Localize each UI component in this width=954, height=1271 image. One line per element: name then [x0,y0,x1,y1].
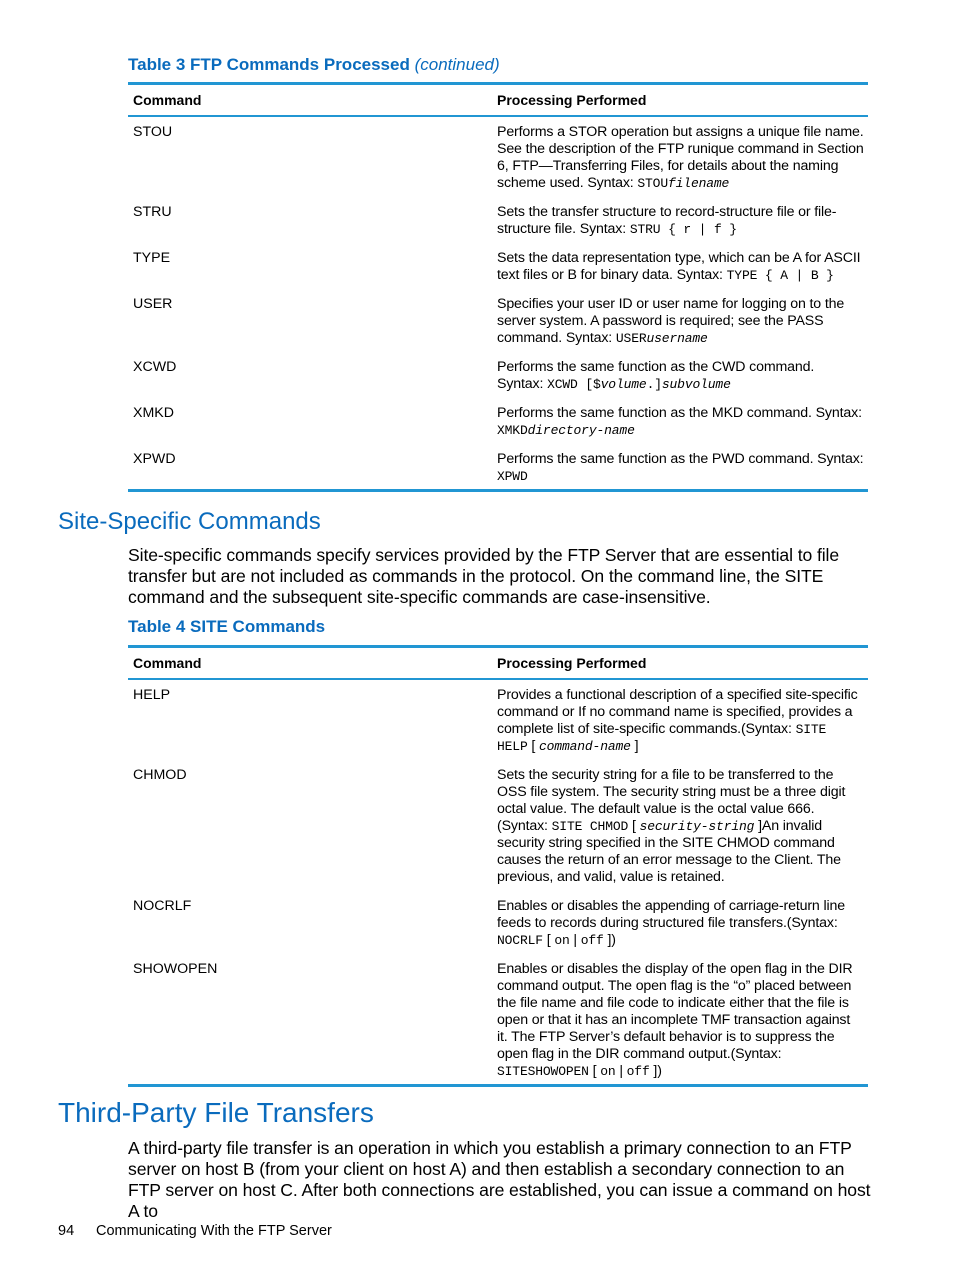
syntax-code: SITE CHMOD [551,819,629,834]
table-row [128,961,868,1084]
table-row [128,898,868,949]
section-title-site-specific: Site-Specific Commands [58,508,321,535]
description-text: Enables or disables the appending of carriage-return line feeds to records during structured file transfers.(Syntax: [497,898,845,931]
row-description [497,451,868,485]
row-description: Enables or disables the appending of carriage-return line feeds to records during structured file transfers.(Syntax: NOCRLF [ on | off ]) [497,898,845,948]
row-command: XPWD [133,451,176,467]
table-row [128,359,868,393]
section-title-third-party: Third-Party File Transfers [58,1097,374,1128]
syntax-code: XPWD [497,469,528,484]
row-command: STRU [133,204,172,220]
header-processing: Processing Performed [497,655,647,671]
syntax-code: SITE HELP [497,722,827,754]
header-command: Command [133,92,202,108]
table-row [128,405,868,439]
table-row [128,451,868,489]
table-row [128,767,868,886]
syntax-code: XMKDdirectory-name [497,423,635,438]
row-command: SHOWOPEN [133,961,218,977]
row-description [497,250,868,284]
section-body-third-party: A third-party file transfer is an operation in which you establish a primary connection to an FTP server on host B (from your client on host A) and then establish a secondary connection to an FTP server on host C. After both connections are established, you can issue a command on host A to [128,1138,871,1221]
table-row [128,204,868,238]
row-command: XCWD [133,359,177,375]
table-row [128,296,868,347]
description-text: Sets the data representation type, which can be A for ASCII text files or B for binary data. Syntax: [497,250,861,283]
row-description [497,296,868,347]
row-description [497,359,868,393]
row-description: Sets the security string for a file to be transferred to the OSS file system. The security string must be a three digit octal value. The default value is the octal value 666.(Syntax: SITE CHMOD [ security-string ]An invalid security string specified in the SITE CHMOD command causes the return of an error message to the Client. The previous, and valid, value is retained. [497,767,846,885]
syntax-code: XCWD [$volume.]subvolume [547,377,731,392]
row-command: TYPE [133,250,171,266]
table3 [128,82,868,492]
table3-caption-title: Table 3 FTP Commands Processed [128,55,410,74]
header-command: Command [133,655,202,671]
description-text: Sets the transfer structure to record-structure file or file-structure file. Syntax: [497,204,837,237]
table3-header [128,85,868,117]
section-body-site-specific: Site-specific commands specify services provided by the FTP Server that are essential to file transfer but are not included as commands in the protocol. On the command line, the SITE command and the subsequent site-specific commands are case-insensitive. [128,545,840,607]
row-description [497,124,868,192]
description-text: Performs the same function as the MKD command. Syntax: [497,405,862,421]
syntax-code: SITESHOWOPEN [497,1064,589,1079]
table4-header [128,648,868,680]
syntax-code: STOUfilename [637,176,730,191]
description-text: Sets the security string for a file to be transferred to the OSS file system. The security string must be a three digit octal value. The default value is the octal value 666.(Syntax: [497,767,846,834]
row-command: STOU [133,124,173,140]
row-description: Enables or disables the display of the open flag in the DIR command output. The open flag is the “o” placed between the file name and file code to indicate either that the file is open or that it has an incomplete TMF transaction against it. The FTP Server’s default behavior is to suppress the open flag in the DIR command output.(Syntax: SITESHOWOPEN [ on | off ]) [497,961,853,1079]
row-description [497,405,868,439]
syntax-code: USERusername [615,331,708,346]
syntax-code: NOCRLF [497,933,543,948]
page-footer [58,1223,332,1239]
syntax-code: TYPE { A | B } [726,268,834,283]
description-text: Performs the same function as the CWD command. Syntax: [497,359,815,392]
syntax-code: STRU { r | f } [629,222,737,237]
row-command: XMKD [133,405,174,421]
table3-caption-suffix: (continued) [414,55,500,74]
page-number: 94 [58,1223,75,1239]
row-command: CHMOD [133,767,187,783]
table4 [128,645,868,1087]
table3-caption [128,55,500,75]
description-text: Provides a functional description of a specified site-specific command or If no command name is specified, provides a complete list of site-specific commands.(Syntax: [497,687,858,737]
chapter-title: Communicating With the FTP Server [96,1223,332,1239]
table-row [128,250,868,284]
description-text: Performs the same function as the PWD command. Syntax: [497,451,864,467]
row-command: USER [133,296,173,312]
row-description [497,204,868,238]
row-command: NOCRLF [133,898,192,914]
table4-caption: Table 4 SITE Commands [128,617,326,636]
description-text: Specifies your user ID or user name for logging on to the server system. A password is required; see the PASS command. Syntax: [497,296,845,346]
description-text: Performs a STOR operation but assigns a unique file name. See the description of the FTP runique command in Section 6, FTP—Transferring Files, for details about the naming scheme used. Syntax: [497,124,864,191]
header-processing: Processing Performed [497,92,647,108]
row-description: Provides a functional description of a specified site-specific command or If no command name is specified, provides a complete list of site-specific commands.(Syntax: SITE HELP [ command-name ] [497,687,858,754]
row-command: HELP [133,687,171,703]
table-row [128,117,868,192]
description-text: Enables or disables the display of the open flag in the DIR command output. The open flag is the “o” placed between the file name and file code to indicate either that the file is open or that it has an incomplete TMF transaction against it. The FTP Server’s default behavior is to suppress the open flag in the DIR command output.(Syntax: [497,961,853,1062]
table-row [128,680,868,755]
